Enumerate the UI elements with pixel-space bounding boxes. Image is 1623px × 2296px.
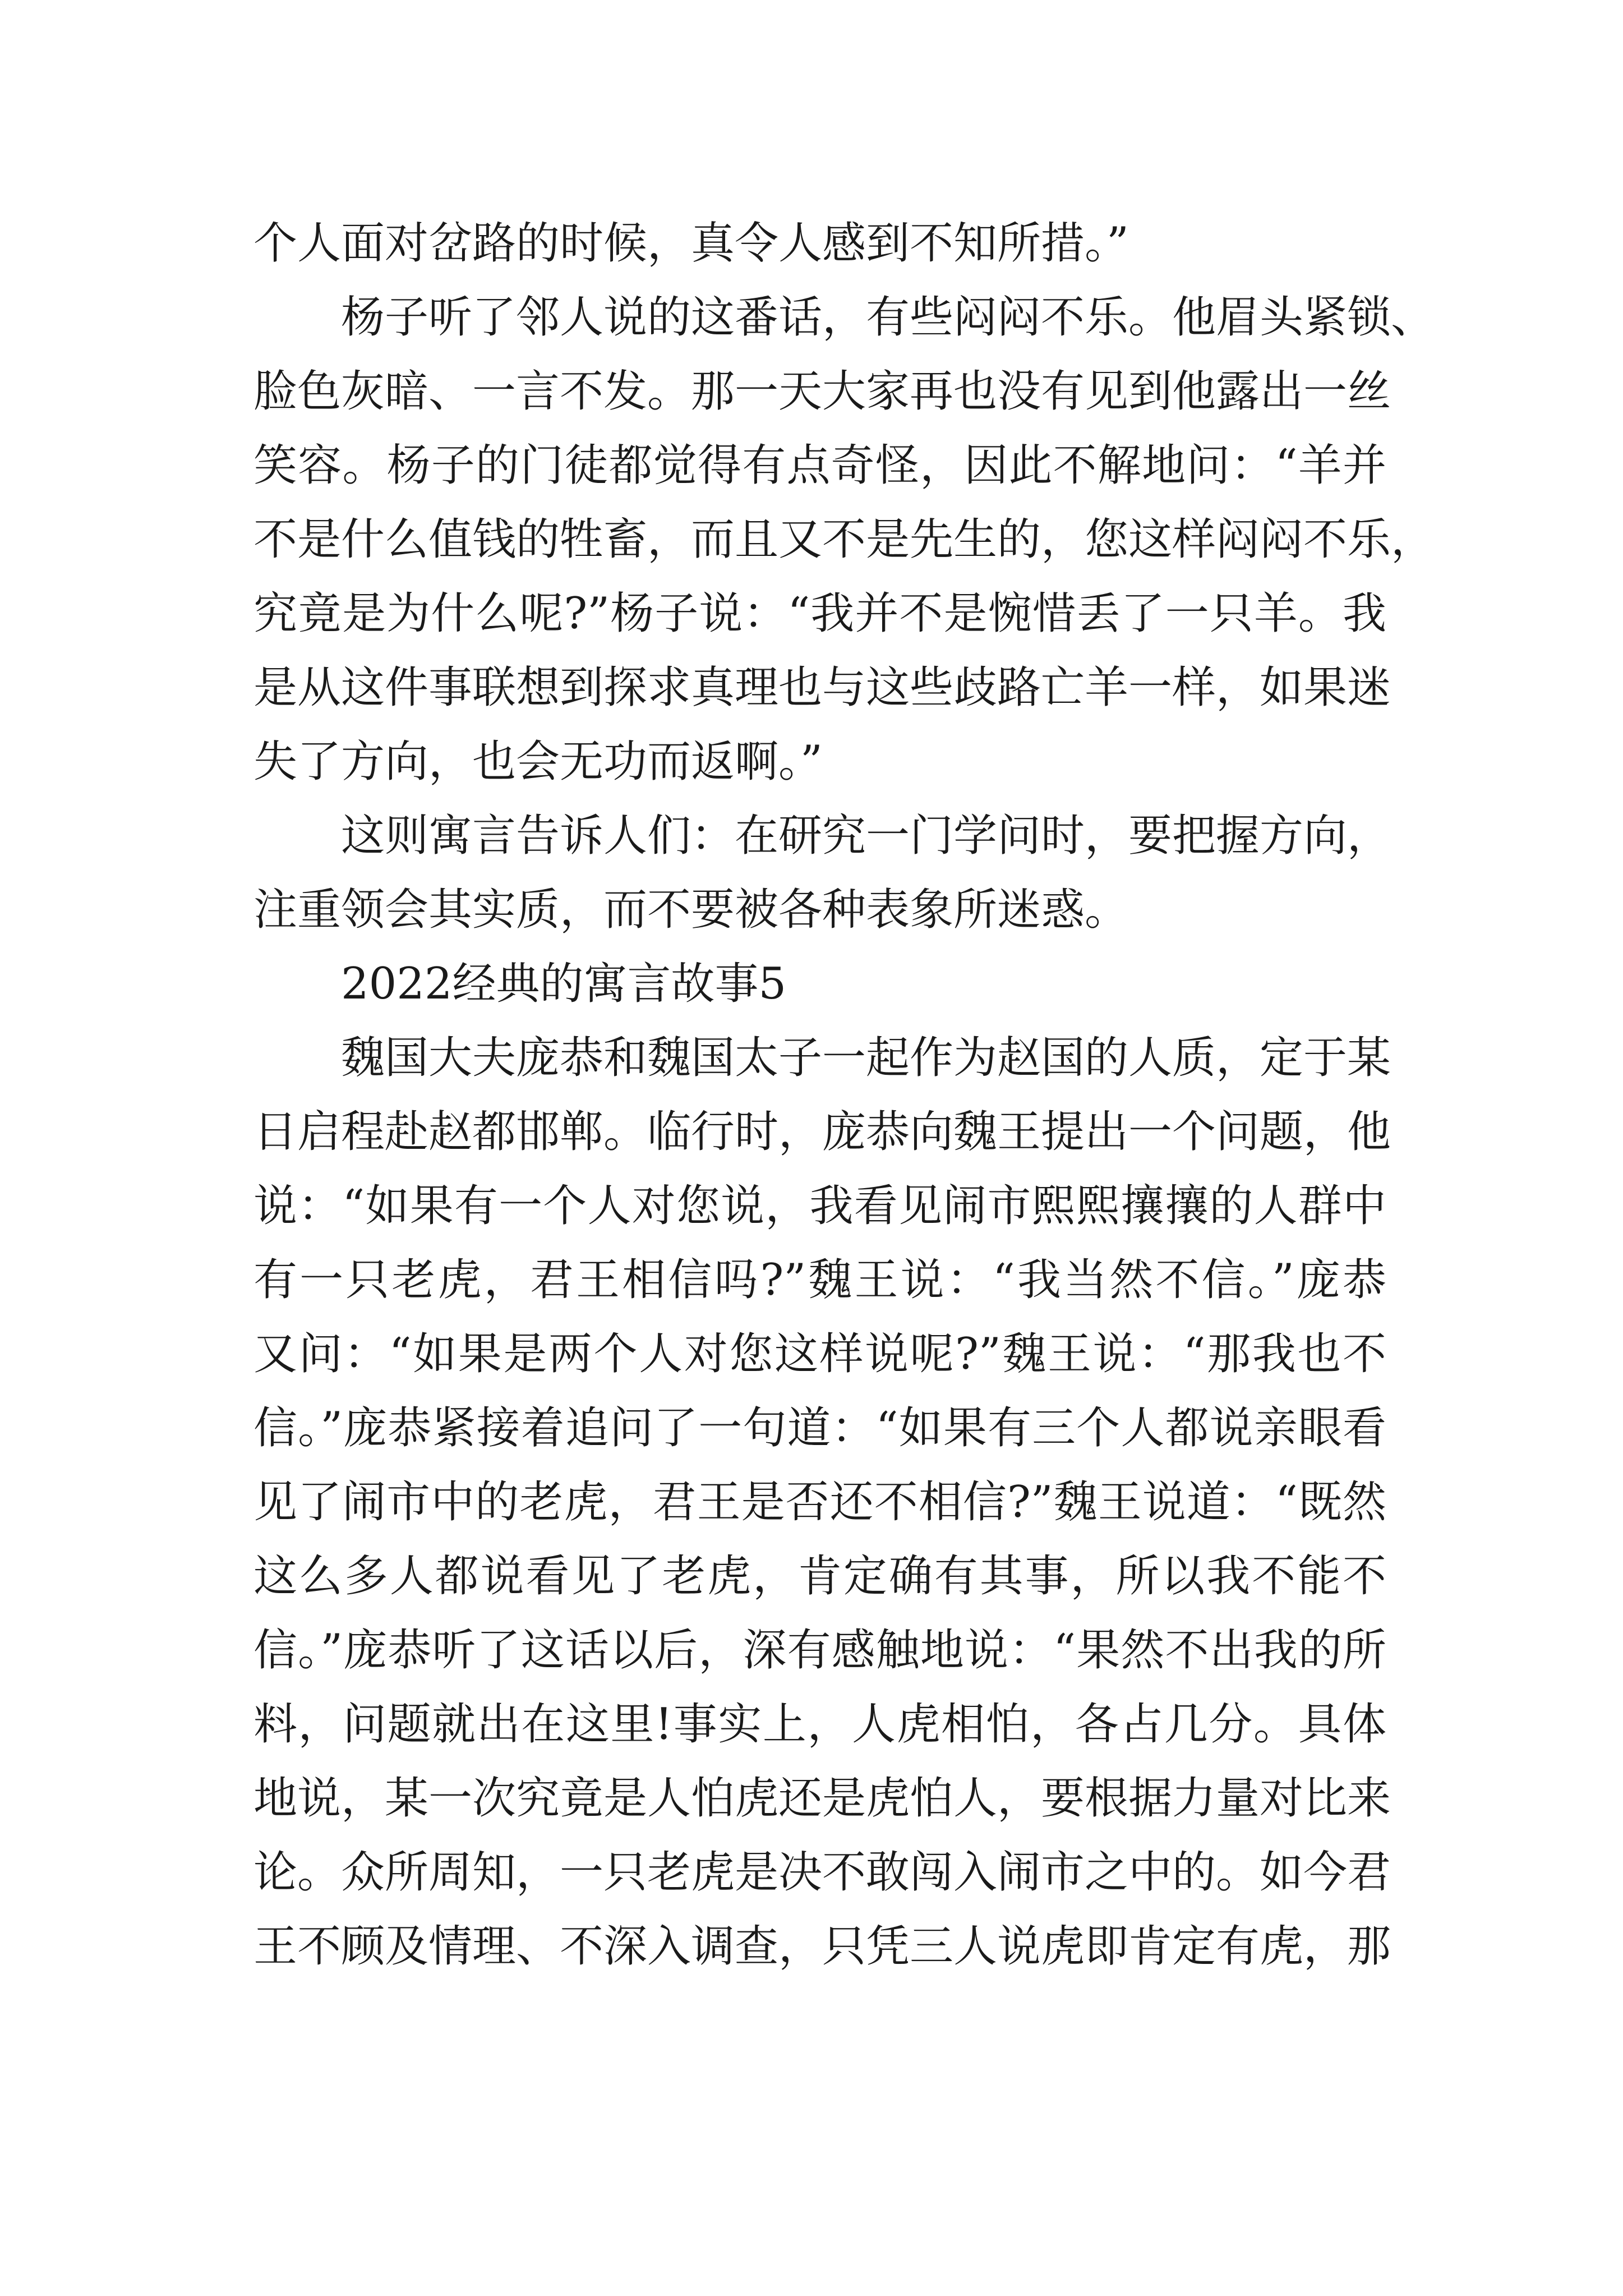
text-line: 笑容。杨子的门徒都觉得有点奇怪，因此不解地问：“羊并: [253, 440, 1386, 491]
text-line: 有一只老虎，君王相信吗?”魏王说：“我当然不信。”庞恭: [253, 1255, 1386, 1305]
text-line: 地说，某一次究竟是人怕虎还是虎怕人，要根据力量对比来: [253, 1773, 1391, 1824]
text-line: 失了方向，也会无功而返啊。”: [253, 737, 823, 787]
text-line: 见了闹市中的老虎，君王是否还不相信?”魏王说道：“既然: [253, 1477, 1386, 1527]
text-line: 这么多人都说看见了老虎，肯定确有其事，所以我不能不: [253, 1551, 1386, 1602]
text-line: 又问：“如果是两个人对您这样说呢?”魏王说：“那我也不: [253, 1329, 1386, 1379]
text-line: 信。”庞恭听了这话以后，深有感触地说：“果然不出我的所: [253, 1625, 1386, 1676]
text-line: 脸色灰暗、一言不发。那一天大家再也没有见到他露出一丝: [253, 366, 1391, 417]
text-line: 个人面对岔路的时候，真令人感到不知所措。”: [253, 218, 1129, 269]
text-line: 是从这件事联想到探求真理也与这些歧路亡羊一样，如果迷: [253, 662, 1391, 713]
text-line: 王不顾及情理、不深入调查，只凭三人说虎即肯定有虎，那: [253, 1921, 1391, 1972]
text-line: 信。”庞恭紧接着追问了一句道：“如果有三个人都说亲眼看: [253, 1403, 1386, 1453]
text-line: 究竟是为什么呢?”杨子说：“我并不是惋惜丢了一只羊。我: [253, 588, 1386, 639]
paragraph-first-line: 魏国大夫庞恭和魏国太子一起作为赵国的人质，定于某: [341, 1033, 1391, 1083]
section-heading: 2022经典的寓言故事5: [341, 959, 787, 1009]
text-line: 注重领会其实质，而不要被各种表象所迷惑。: [253, 885, 1129, 935]
text-line: 论。众所周知，一只老虎是决不敢闯入闹市之中的。如今君: [253, 1847, 1391, 1898]
text-line: 日启程赴赵都邯郸。临行时，庞恭向魏王提出一个问题，他: [253, 1107, 1391, 1157]
text-line: 料，问题就出在这里!事实上，人虎相怕，各占几分。具体: [253, 1699, 1386, 1750]
paragraph-first-line: 这则寓言告诉人们：在研究一门学问时，要把握方向，: [341, 811, 1391, 861]
text-line: 说：“如果有一个人对您说，我看见闹市熙熙攘攘的人群中: [253, 1181, 1386, 1231]
paragraph-first-line: 杨子听了邻人说的这番话，有些闷闷不乐。他眉头紧锁、: [341, 292, 1435, 343]
text-line: 不是什么值钱的牲畜，而且又不是先生的，您这样闷闷不乐，: [253, 514, 1435, 565]
body-text: [253, 206, 1435, 1984]
